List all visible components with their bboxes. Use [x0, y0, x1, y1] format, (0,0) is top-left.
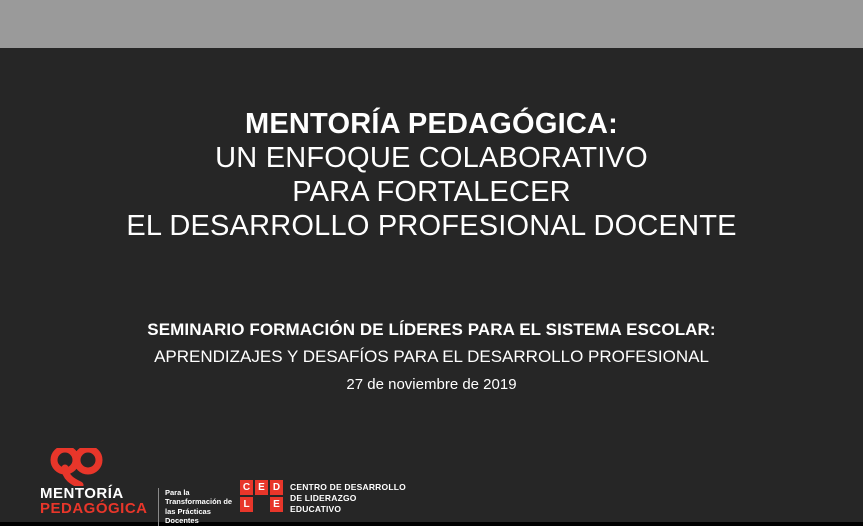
cedle-mark-icon — [240, 480, 284, 514]
title-line-3: PARA FORTALECER — [292, 175, 571, 208]
cedle-letter-e: E — [255, 480, 268, 495]
seminar-subtitle: APRENDIZAJES Y DESAFÍOS PARA EL DESARROLLO PROFESIONAL — [154, 347, 709, 366]
cedle-letter-l: L — [240, 497, 253, 512]
mentoria-word-line2: PEDAGÓGICA — [40, 500, 148, 518]
event-date: 27 de noviembre de 2019 — [346, 376, 517, 393]
title-line-1: MENTORÍA PEDAGÓGICA: — [245, 108, 618, 140]
mentoria-mark-icon — [50, 448, 108, 486]
slide-title — [0, 108, 863, 244]
cedle-name-line1: CENTRO DE DESARROLLO — [290, 482, 406, 492]
title-line-2: UN ENFOQUE COLABORATIVO — [215, 141, 648, 174]
mentoria-tagline: Para la Transformación de las Prácticas Docentes — [158, 488, 235, 526]
mentoria-wordmark — [40, 486, 155, 517]
mentoria-word-line1: MENTORÍA — [40, 485, 124, 502]
top-bar — [0, 0, 863, 48]
cedle-name-line3: EDUCATIVO — [290, 504, 342, 515]
cedle-letter-c: C — [240, 480, 253, 495]
cedle-wordmark — [290, 482, 460, 516]
cedle-name-line2: DE LIDERAZGO — [290, 493, 357, 504]
mentoria-logo — [40, 448, 233, 526]
slide-subtitle — [0, 320, 863, 393]
cedle-letter-d: D — [270, 480, 283, 495]
cedle-logo — [240, 480, 460, 522]
cedle-letter-blank — [255, 497, 268, 512]
cedle-letter-e2: E — [270, 497, 283, 512]
title-line-4: EL DESARROLLO PROFESIONAL DOCENTE — [126, 209, 737, 242]
seminar-title: SEMINARIO FORMACIÓN DE LÍDERES PARA EL SISTEMA ESCOLAR: — [147, 320, 716, 339]
